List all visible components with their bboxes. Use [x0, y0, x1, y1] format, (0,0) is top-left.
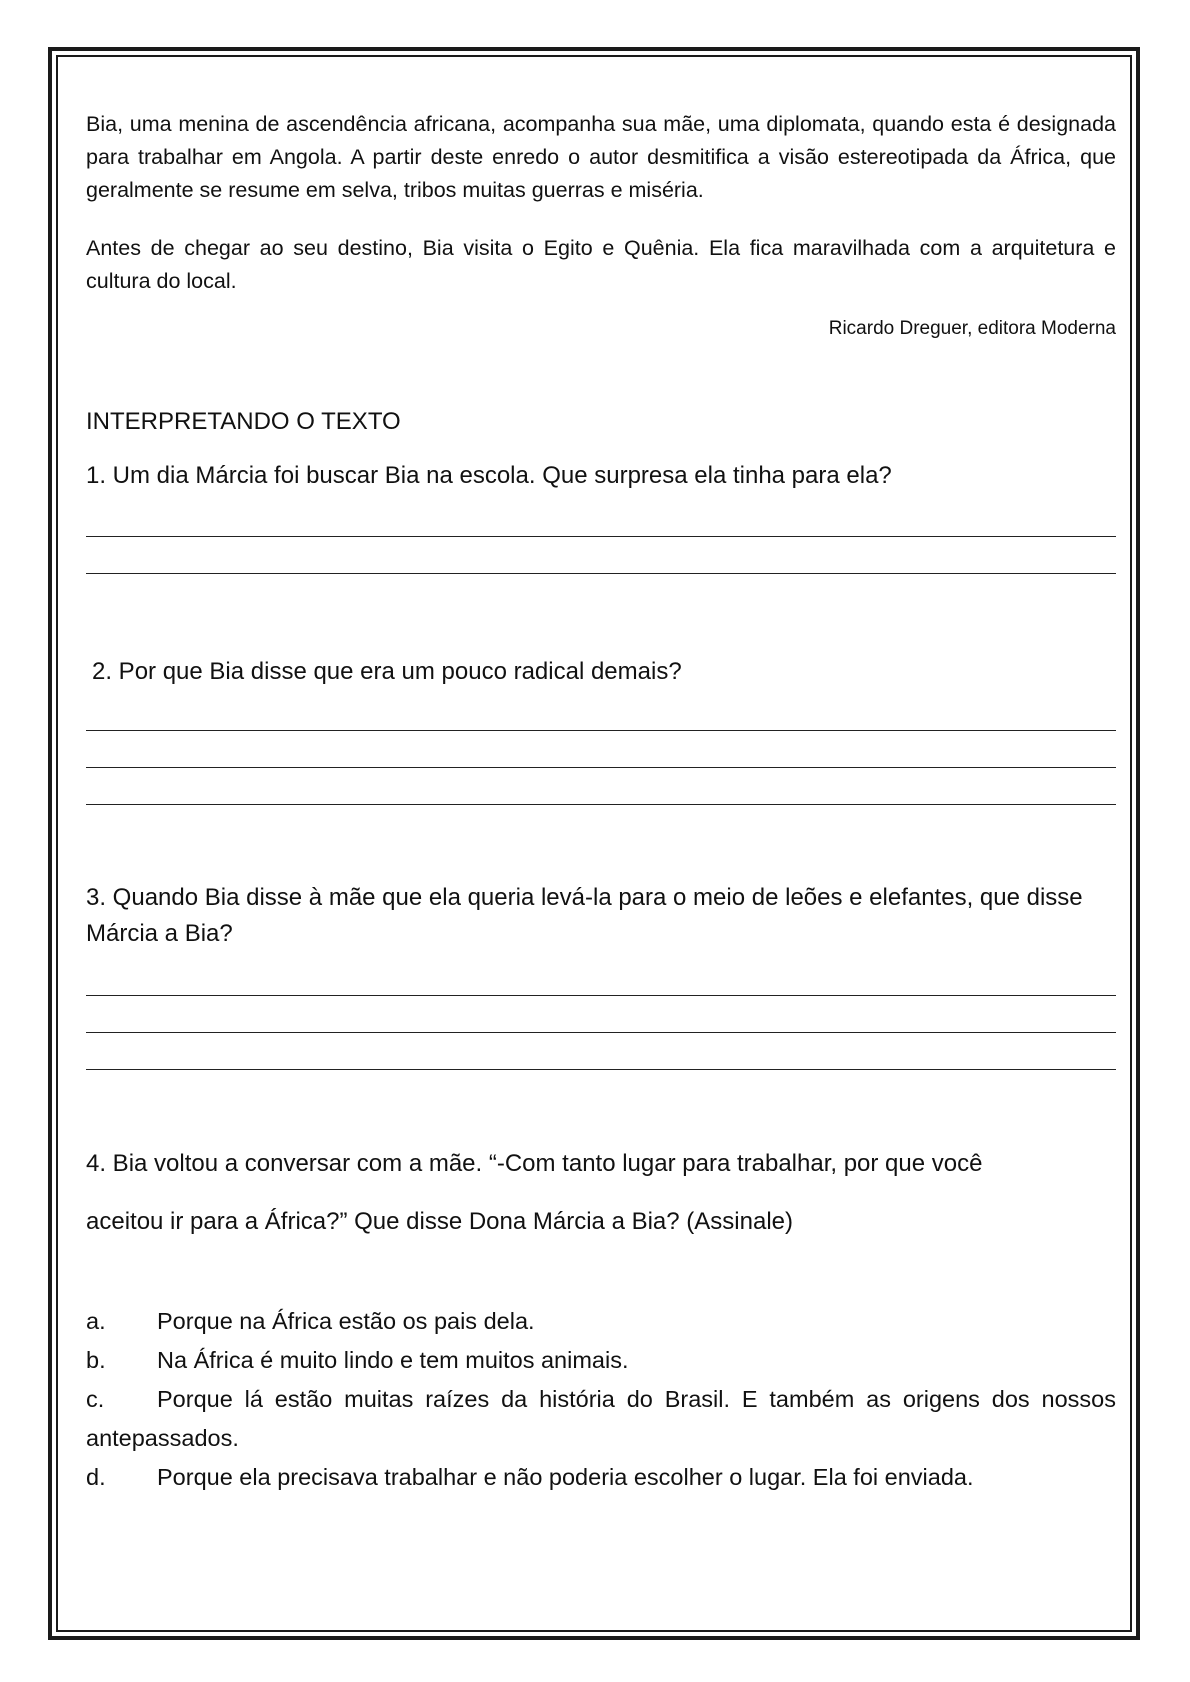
answer-line-q1-2[interactable]	[86, 573, 1116, 574]
option-d[interactable]	[86, 1458, 1116, 1497]
option-b[interactable]	[86, 1341, 1116, 1380]
option-c-letter: c.	[86, 1386, 105, 1412]
answer-line-q2-3[interactable]	[86, 804, 1116, 805]
source-credit: Ricardo Dreguer, editora Moderna	[828, 318, 1116, 339]
option-b-text: Na África é muito lindo e tem muitos animais.	[157, 1347, 629, 1373]
option-d-letter: d.	[86, 1464, 106, 1490]
intro-paragraph-2: Antes de chegar ao seu destino, Bia visita o Egito e Quênia. Ela fica maravilhada com a arquitetura e cultura do local.	[86, 236, 1116, 293]
question-2: 2. Por que Bia disse que era um pouco radical demais?	[92, 658, 682, 685]
option-a[interactable]	[86, 1302, 1116, 1341]
answer-line-q2-2[interactable]	[86, 767, 1116, 768]
section-heading: INTERPRETANDO O TEXTO	[86, 408, 401, 435]
option-b-letter: b.	[86, 1347, 106, 1373]
question-1: 1. Um dia Márcia foi buscar Bia na escola. Que surpresa ela tinha para ela?	[86, 462, 892, 489]
intro-paragraph-1: Bia, uma menina de ascendência africana, acompanha sua mãe, uma diplomata, quando esta é designada para trabalhar em Angola. A partir deste enredo o autor desmitifica a visão estereotipada da África, que geralmente se resume em selva, tribos muitas guerras e miséria.	[86, 112, 1116, 202]
question-4-line-2: aceitou ir para a África?” Que disse Dona Márcia a Bia? (Assinale)	[86, 1208, 793, 1235]
answer-line-q3-3[interactable]	[86, 1069, 1116, 1070]
question-3: 3. Quando Bia disse à mãe que ela queria levá-la para o meio de leões e elefantes, que disse Márcia a Bia?	[86, 884, 1083, 947]
answer-line-q3-1[interactable]	[86, 995, 1116, 996]
answer-line-q2-1[interactable]	[86, 730, 1116, 731]
option-c[interactable]	[86, 1380, 1116, 1458]
option-a-text: Porque na África estão os pais dela.	[157, 1308, 535, 1334]
option-d-text: Porque ela precisava trabalhar e não poderia escolher o lugar. Ela foi enviada.	[157, 1464, 974, 1490]
answer-line-q3-2[interactable]	[86, 1032, 1116, 1033]
question-4-line-1: 4. Bia voltou a conversar com a mãe. “-Com tanto lugar para trabalhar, por que você	[86, 1150, 983, 1177]
option-a-letter: a.	[86, 1308, 106, 1334]
option-c-text: Porque lá estão muitas raízes da história do Brasil. E também as origens dos nossos antepassados.	[86, 1386, 1116, 1451]
answer-line-q1-1[interactable]	[86, 536, 1116, 537]
